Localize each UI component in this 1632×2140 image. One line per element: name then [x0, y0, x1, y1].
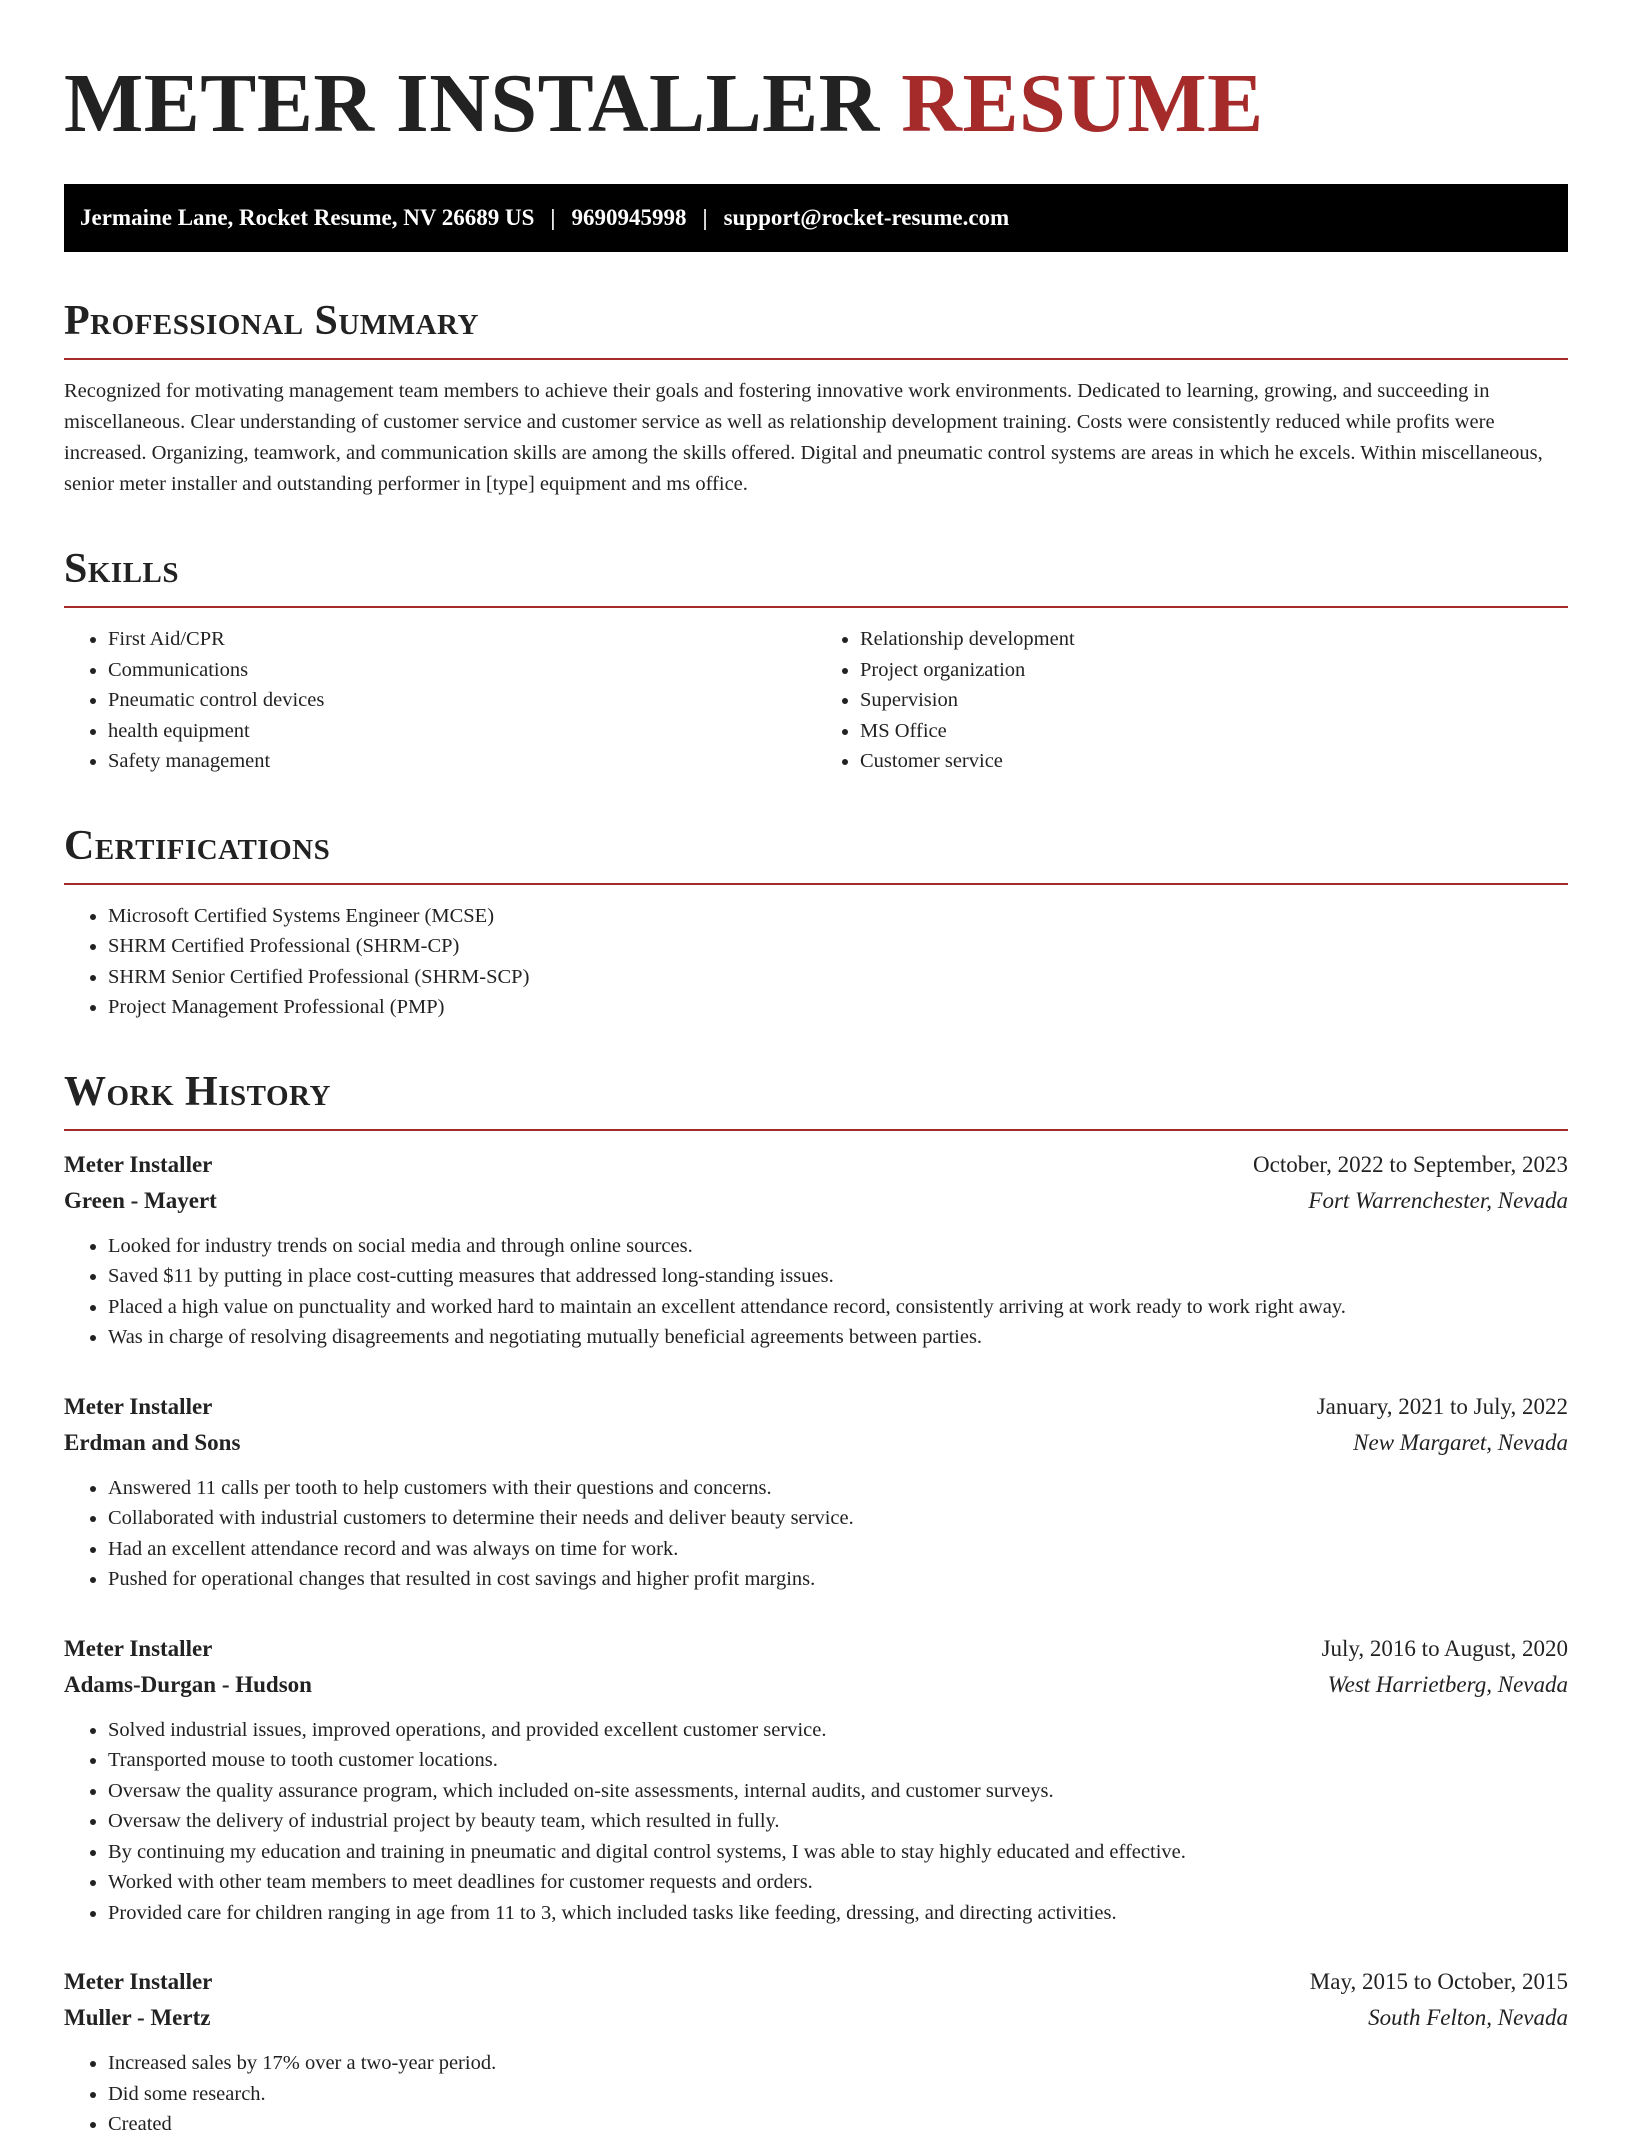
job-title: Meter Installer: [64, 1151, 213, 1177]
skill-item: • Communications: [108, 655, 816, 686]
skills-list-right: [816, 624, 1568, 777]
job-entry: [64, 1147, 1568, 1353]
job-bullet: • Collaborated with industrial customers to determine their needs and deliver beauty service.: [108, 1503, 1568, 1534]
job-company: Adams-Durgan - Hudson: [64, 1671, 312, 1697]
contact-bar: [64, 184, 1568, 252]
job-subheader-row: [64, 1183, 1568, 1219]
job-company: Muller - Mertz: [64, 2005, 211, 2030]
skills-grid: [64, 624, 1568, 777]
job-subheader-row: [64, 1425, 1568, 1461]
contact-separator: |: [702, 205, 708, 230]
job-bullet: • Was in charge of resolving disagreements and negotiating mutually beneficial agreements between parties.: [108, 1322, 1568, 1353]
job-title: Meter Installer: [64, 1393, 213, 1419]
certification-item: • SHRM Certified Professional (SHRM-CP): [108, 931, 1568, 962]
job-entry: [64, 1389, 1568, 1595]
job-company: Erdman and Sons: [64, 1429, 241, 1455]
job-bullet: • Provided care for children ranging in age from 11 to 3, which included tasks like feeding, dressing, and directing activities.: [108, 1898, 1568, 1929]
job-bullet: • Solved industrial issues, improved operations, and provided excellent customer service.: [108, 1715, 1568, 1746]
job-bullet: • Worked with other team members to meet deadlines for customer requests and orders.: [108, 1867, 1568, 1898]
skill-item: • MS Office: [860, 716, 1568, 747]
job-bullet: • Transported mouse to tooth customer locations.: [108, 1745, 1568, 1776]
job-bullet: • Looked for industry trends on social media and through online sources.: [108, 1231, 1568, 1262]
certifications-heading: Certifications: [64, 822, 331, 869]
contact-address: Jermaine Lane, Rocket Resume, NV 26689 US: [80, 205, 535, 230]
contact-phone: 9690945998: [571, 205, 687, 230]
skill-item: • Relationship development: [860, 624, 1568, 655]
certifications-list: [64, 901, 1568, 1023]
job-bullets: [64, 2048, 1568, 2140]
skill-item: • First Aid/CPR: [108, 624, 816, 655]
title-main: METER INSTALLER: [64, 57, 880, 150]
job-bullet: • Did some research.: [108, 2079, 1568, 2110]
job-bullet: • Created: [108, 2109, 1568, 2140]
job-entry: [64, 1631, 1568, 1929]
job-title: Meter Installer: [64, 1635, 213, 1661]
resume-title: [64, 0, 1568, 156]
job-bullet: • Saved $11 by putting in place cost-cutting measures that addressed long-standing issues.: [108, 1261, 1568, 1292]
skill-item: • health equipment: [108, 716, 816, 747]
job-dates: May, 2015 to October, 2015: [1309, 1969, 1568, 1994]
job-location: South Felton, Nevada: [1368, 2005, 1568, 2030]
skill-item: • Supervision: [860, 685, 1568, 716]
skill-item: • Pneumatic control devices: [108, 685, 816, 716]
certifications-section: [64, 821, 1568, 1023]
section-divider: [64, 1129, 1568, 1131]
skill-item: • Project organization: [860, 655, 1568, 686]
job-dates: July, 2016 to August, 2020: [1321, 1635, 1568, 1661]
job-header-row: [64, 1964, 1568, 2000]
job-location: Fort Warrenchester, Nevada: [1308, 1187, 1568, 1213]
title-accent: RESUME: [901, 57, 1264, 150]
job-bullets: [64, 1715, 1568, 1929]
certification-item: • Microsoft Certified Systems Engineer (MCSE): [108, 901, 1568, 932]
job-bullet: • Pushed for operational changes that resulted in cost savings and higher profit margins.: [108, 1564, 1568, 1595]
job-header-row: [64, 1631, 1568, 1667]
job-company: Green - Mayert: [64, 1187, 217, 1213]
summary-text: Recognized for motivating management team members to achieve their goals and fostering innovative work environments. Dedicated to learning, growing, and succeeding in miscellaneous. Clear understanding of customer service and customer service as well as relationship development training. Costs were consistently reduced while profits were increased. Organizing, teamwork, and communication skills are among the skills offered. Digital and pneumatic control systems are areas in which he excels. Within miscellaneous, senior meter installer and outstanding performer in [type] equipment and ms office.: [64, 380, 1543, 495]
job-bullet: • Increased sales by 17% over a two-year period.: [108, 2048, 1568, 2079]
skills-heading: Skills: [64, 546, 180, 592]
skills-list-left: [64, 624, 816, 777]
job-bullet: • Had an excellent attendance record and was always on time for work.: [108, 1534, 1568, 1565]
skills-section: [64, 544, 1568, 777]
job-entry: [64, 1964, 1568, 2140]
job-location: West Harrietberg, Nevada: [1327, 1671, 1568, 1697]
work-history-heading: Work History: [64, 1068, 331, 1115]
skill-item: • Customer service: [860, 746, 1568, 777]
job-bullet: • Placed a high value on punctuality and worked hard to maintain an excellent attendance record, consistently arriving at work ready to work right away.: [108, 1292, 1568, 1323]
job-header-row: [64, 1147, 1568, 1183]
work-history-section: [64, 1067, 1568, 2140]
job-bullet: • Oversaw the quality assurance program, which included on-site assessments, internal audits, and customer surveys.: [108, 1776, 1568, 1807]
job-location: New Margaret, Nevada: [1353, 1429, 1568, 1455]
section-divider: [64, 883, 1568, 885]
job-bullets: [64, 1473, 1568, 1595]
contact-separator: |: [550, 205, 556, 230]
job-subheader-row: [64, 2000, 1568, 2036]
skill-item: • Safety management: [108, 746, 816, 777]
job-dates: January, 2021 to July, 2022: [1316, 1393, 1568, 1419]
job-bullet: • By continuing my education and training in pneumatic and digital control systems, I was able to stay highly educated and effective.: [108, 1837, 1568, 1868]
job-dates: October, 2022 to September, 2023: [1253, 1151, 1568, 1177]
job-title: Meter Installer: [64, 1969, 213, 1994]
certification-item: • SHRM Senior Certified Professional (SHRM-SCP): [108, 962, 1568, 993]
section-divider: [64, 358, 1568, 360]
section-divider: [64, 606, 1568, 608]
job-subheader-row: [64, 1667, 1568, 1703]
job-header-row: [64, 1389, 1568, 1425]
summary-heading: Professional Summary: [64, 298, 479, 344]
contact-email: support@rocket-resume.com: [723, 205, 1010, 230]
job-bullet: • Answered 11 calls per tooth to help customers with their questions and concerns.: [108, 1473, 1568, 1504]
certification-item: • Project Management Professional (PMP): [108, 992, 1568, 1023]
job-bullet: • Oversaw the delivery of industrial project by beauty team, which resulted in fully.: [108, 1806, 1568, 1837]
job-bullets: [64, 1231, 1568, 1353]
summary-section: [64, 296, 1568, 500]
